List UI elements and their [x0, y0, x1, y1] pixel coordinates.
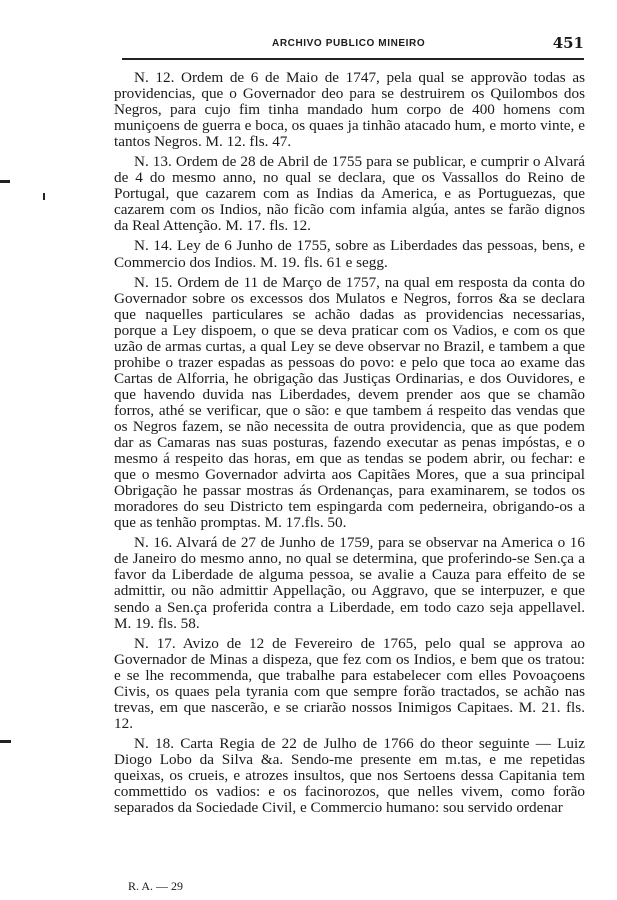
- entry-18: N. 18. Carta Regia de 22 de Julho de 1766 do theor seguinte — Luiz Diogo Lobo da Silva &a. Sendo-me presente em m.tas, e me repetidas queixas, os crueis, e atrozes insultos, que nos Sertoens dessa Capitania tem commettido os vadios: e os facinorozos, que nelles vivem, como forão separados da Sociedade Civil, e Commercio humano: sou servido ordenar: [114, 734, 585, 817]
- header-rule: [122, 58, 584, 60]
- header-title: ARCHIVO PUBLICO MINEIRO: [272, 38, 426, 49]
- entry-17: N. 17. Avizo de 12 de Fevereiro de 1765, pelo qual se approva ao Governador de Minas a dispeza, que fez com os Indios, e bem que os tratou: e se lhe recommenda, que trabalhe para estabelecer com elles Povoaçoens Civis, os quaes pela tyrania com que sempre forão tractados, se achão nas trevas, em que nascerão, e se criarão nossos Inimigos Capitaes. M. 21. fls. 12.: [114, 634, 585, 732]
- margin-mark: [43, 193, 45, 200]
- margin-mark: [0, 740, 11, 743]
- page-number: 451: [552, 34, 584, 52]
- entry-14: N. 14. Ley de 6 Junho de 1755, sobre as Liberdades das pessoas, bens, e Commercio dos Indios. M. 19. fls. 61 e segg.: [114, 237, 585, 271]
- document-body: [114, 70, 585, 816]
- signature-mark: R. A. — 29: [128, 879, 184, 893]
- entry-12: N. 12. Ordem de 6 de Maio de 1747, pela qual se approvão todas as providencias, que o Governador deo para se destruirem os Quilombos dos Negros, para cujo fim tinha mandado hum corpo de 400 homens com muniçoens de guerra e boca, os quaes ja tinhão atacado hum, e morto vinte, e tantos Negros. M. 12. fls. 47.: [114, 69, 585, 151]
- running-header: [122, 34, 584, 56]
- entry-16: N. 16. Alvará de 27 de Junho de 1759, para se observar na America o 16 de Janeiro do mesmo anno, no qual se determina, que proferindo-se Sen.ça a favor da Liberdade de alguma pessoa, se avalie a Cauza para effeito de se admittir, ou não admittir Appellação, ou Aggravo, que se interpuzer, e que sendo a Sen.ça proferida contra a Liberdade, em todo cazo seja appellavel. M. 19. fls. 58.: [114, 534, 585, 632]
- margin-mark: [0, 180, 10, 183]
- entry-13: N. 13. Ordem de 28 de Abril de 1755 para se publicar, e cumprir o Alvará de 4 do mesmo anno, no qual se declara, que os Vassallos do Reino de Portugal, que cazarem com as Indias da America, e as Portuguezas, que cazarem com os Indios, não ficão com infamia algúa, antes se farão dignos da Real Attenção. M. 17. fls. 12.: [114, 153, 585, 235]
- entry-15: N. 15. Ordem de 11 de Março de 1757, na qual em resposta da conta do Governador sobre os excessos dos Mulatos e Negros, forros &a se declara que naquelles particulares se achão dadas as providencias necessarias, porque a Ley dispoem, o que se deva praticar com os Vadios, e com os que uzão de armas curtas, a qual Ley se deve observar no Brazil, e tambem a que prohibe o trazer espadas as pessoas do povo: e pelo que toca ao exame das Cartas de Alforria, he obrigação das Justiças Ordinarias, e dos Ouvidores, e que havendo duvida nas Liberdades, devem prender aos que se chamão forros, athé se verificar, que o são: e que tambem á respeito das vendas que os Negros fazem, se não necessita de outra providencia, que as que podem dar as Camaras nas suas posturas, fazendo executar as penas impóstas, e o mesmo á respeito das horas, em que as tendas se podem abrir, ou fechar: e que o mesmo Governador advirta aos Capitães Mores, que a sua principal Obrigação he passar mostras ás Ordenanças, para examinarem, se todos os moradores do seu Districto tem espingarda com pederneira, obrigando-os a que as tenhão promptas. M. 17.fls. 50.: [114, 273, 585, 532]
